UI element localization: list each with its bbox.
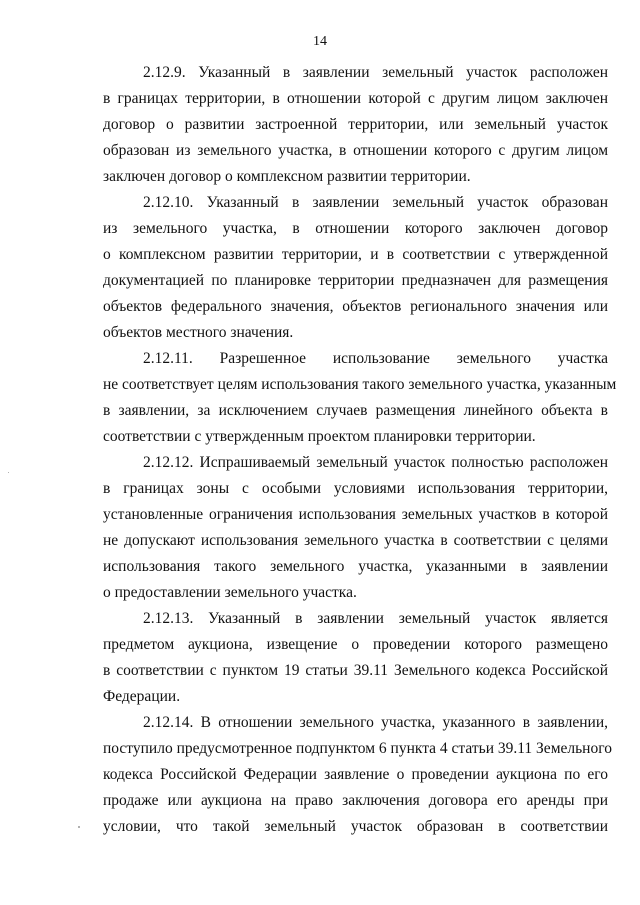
text-line: 2.12.12. Испрашиваемый земельный участок полностью расположен <box>143 454 608 471</box>
text-line: Федерации. <box>103 688 181 705</box>
text-line: кодекса Российской Федерации заявление о проведении аукциона по его <box>103 766 608 783</box>
paragraph-2-12-14 <box>103 710 612 840</box>
text-line: в границах территории, в отношении которой с другим лицом заключен <box>103 90 608 107</box>
text-line: условии, что такой земельный участок образован в соответствии <box>103 818 608 835</box>
paragraph-2-12-13 <box>103 606 608 710</box>
text-line: установленные ограничения использования земельных участков в которой <box>103 506 608 523</box>
text-line: объектов федерального значения, объектов регионального значения или <box>103 298 608 315</box>
text-line: не соответствует целям использования такого земельного участка, указанным <box>103 376 617 393</box>
text-line: образован из земельного участка, в отношении которого с другим лицом <box>103 142 608 159</box>
text-line: договор о развитии застроенной территории, или земельный участок <box>103 116 608 133</box>
scan-speck <box>8 472 9 473</box>
paragraph-2-12-12 <box>103 450 608 606</box>
paragraph-2-12-9 <box>103 60 608 190</box>
text-line: 2.12.11. Разрешенное использование земельного участка <box>143 350 608 367</box>
text-line: о предоставлении земельного участка. <box>103 584 357 601</box>
text-line: не допускают использования земельного участка в соответствии с целями <box>103 532 608 549</box>
text-line: поступило предусмотренное подпунктом 6 пункта 4 статьи 39.11 Земельного <box>103 740 612 757</box>
text-line: предметом аукциона, извещение о проведении которого размещено <box>103 636 608 653</box>
text-line: в границах зоны с особыми условиями использования территории, <box>103 480 608 497</box>
text-line: в соответствии с пунктом 19 статьи 39.11 Земельного кодекса Российской <box>103 662 608 679</box>
text-line: объектов местного значения. <box>103 324 294 341</box>
text-line: использования такого земельного участка, указанными в заявлении <box>103 558 608 575</box>
document-body <box>103 60 617 840</box>
paragraph-2-12-10 <box>103 190 608 346</box>
text-line: документацией по планировке территории предназначен для размещения <box>103 272 608 289</box>
text-line: о комплексном развитии территории, и в соответствии с утвержденной <box>103 246 608 263</box>
text-line: заключен договор о комплексном развитии территории. <box>103 168 471 185</box>
text-line: 2.12.9. Указанный в заявлении земельный участок расположен <box>143 64 608 81</box>
text-line: 2.12.10. Указанный в заявлении земельный участок образован <box>143 194 608 211</box>
scan-speck <box>78 826 80 828</box>
text-line: из земельного участка, в отношении которого заключен договор <box>103 220 608 237</box>
text-line: в заявлении, за исключением случаев размещения линейного объекта в <box>103 402 608 419</box>
text-line: 2.12.13. Указанный в заявлении земельный участок является <box>143 610 608 627</box>
text-line: продаже или аукциона на право заключения договора его аренды при <box>103 792 608 809</box>
text-line: соответствии с утвержденным проектом планировки территории. <box>103 428 536 445</box>
text-line: 2.12.14. В отношении земельного участка, указанного в заявлении, <box>143 714 608 731</box>
paragraph-2-12-11 <box>103 346 617 450</box>
page-number: 14 <box>313 34 327 49</box>
